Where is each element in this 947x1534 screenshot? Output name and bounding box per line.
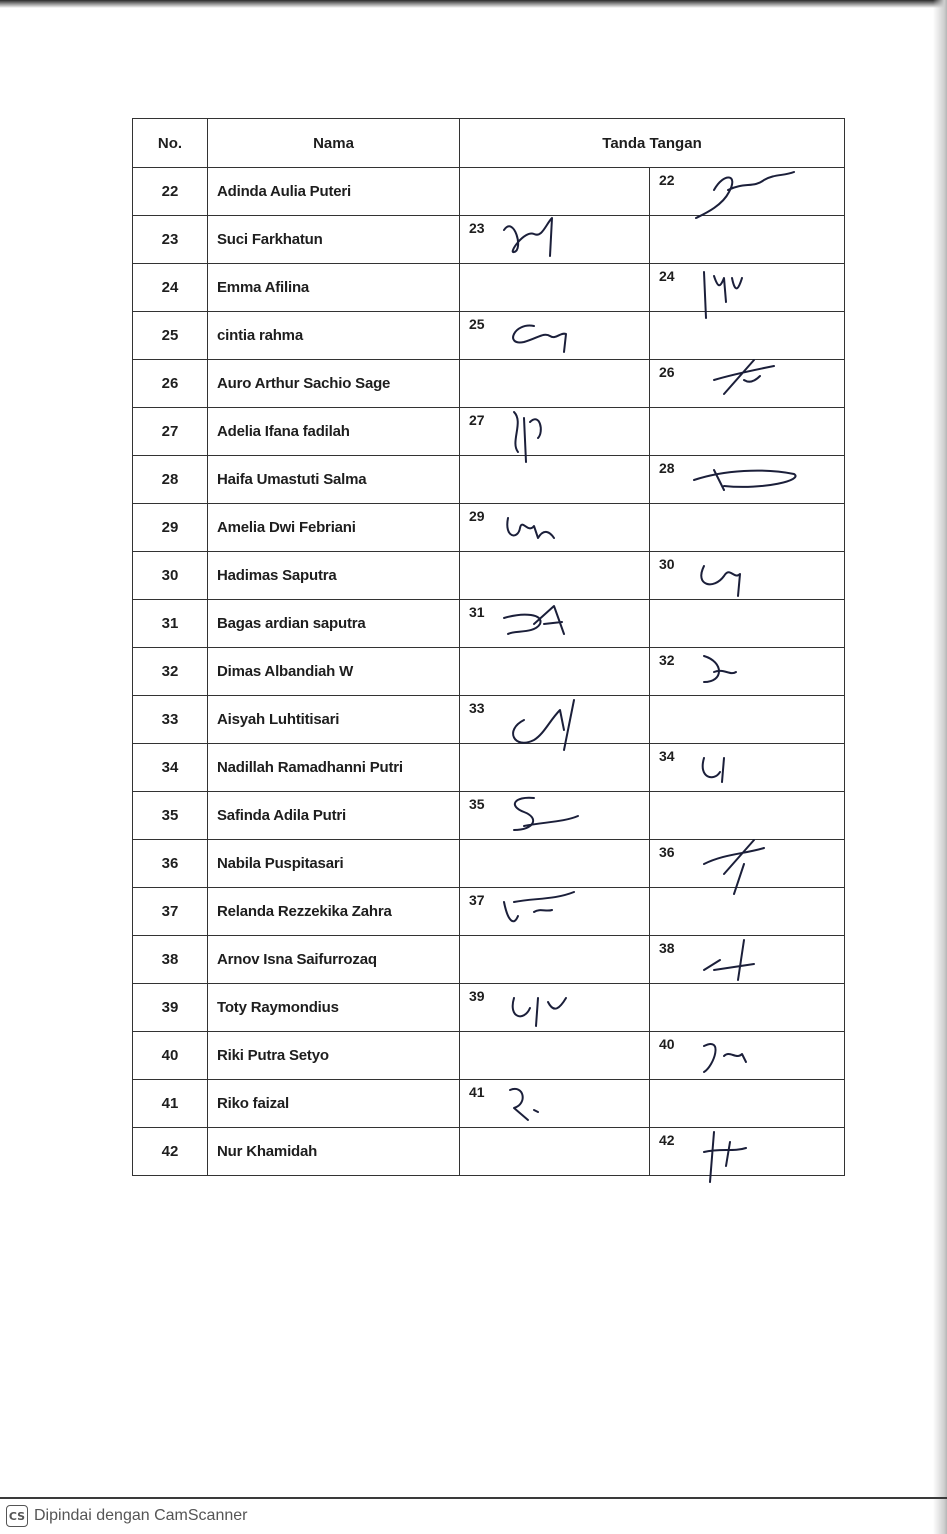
signature-cell-right (650, 648, 845, 696)
table-row (133, 1032, 845, 1080)
row-number: 35 (133, 792, 208, 840)
signature-cell-left (460, 792, 650, 840)
signature-cell-left (460, 408, 650, 456)
signature-cell-left (460, 696, 650, 744)
signature-cell-right (650, 360, 845, 408)
signature-number: 39 (469, 988, 485, 1004)
signature-number: 36 (659, 844, 675, 860)
table-row (133, 696, 845, 744)
handwritten-signature (684, 354, 804, 414)
signature-number: 41 (469, 1084, 485, 1100)
signature-cell-right (650, 216, 845, 264)
signature-number: 35 (469, 796, 485, 812)
signature-cell-right (650, 744, 845, 792)
row-number: 39 (133, 984, 208, 1032)
row-number: 23 (133, 216, 208, 264)
signature-cell-left (460, 600, 650, 648)
signature-cell-left (460, 1080, 650, 1128)
student-name: Hadimas Saputra (208, 552, 460, 600)
table-body (133, 168, 845, 1176)
row-number: 26 (133, 360, 208, 408)
handwritten-signature (494, 882, 614, 942)
signature-number: 40 (659, 1036, 675, 1052)
scan-page-edge (0, 1497, 947, 1499)
table-row (133, 312, 845, 360)
handwritten-signature (684, 162, 804, 222)
row-number: 40 (133, 1032, 208, 1080)
signature-number: 42 (659, 1132, 675, 1148)
watermark-text: Dipindai dengan CamScanner (34, 1507, 248, 1524)
table-row (133, 360, 845, 408)
signature-cell-left (460, 552, 650, 600)
handwritten-signature (494, 690, 614, 750)
handwritten-signature (684, 642, 804, 702)
student-name: Haifa Umastuti Salma (208, 456, 460, 504)
signature-cell-left (460, 648, 650, 696)
signature-cell-right (650, 456, 845, 504)
handwritten-signature (684, 738, 804, 798)
handwritten-signature (494, 594, 614, 654)
signature-cell-right (650, 888, 845, 936)
table-row (133, 408, 845, 456)
signature-cell-right (650, 408, 845, 456)
student-name: Relanda Rezzekika Zahra (208, 888, 460, 936)
table-row (133, 264, 845, 312)
student-name: cintia rahma (208, 312, 460, 360)
signature-number: 31 (469, 604, 485, 620)
signature-cell-left (460, 1128, 650, 1176)
scan-right-shadow (933, 0, 947, 1534)
scan-top-shadow (0, 0, 947, 8)
row-number: 22 (133, 168, 208, 216)
row-number: 31 (133, 600, 208, 648)
row-number: 36 (133, 840, 208, 888)
signature-cell-left (460, 312, 650, 360)
handwritten-signature (494, 402, 614, 462)
signature-number: 23 (469, 220, 485, 236)
table-row (133, 600, 845, 648)
row-number: 42 (133, 1128, 208, 1176)
table-row (133, 888, 845, 936)
table-row (133, 552, 845, 600)
attendance-table (132, 118, 845, 1176)
table-row (133, 648, 845, 696)
student-name: Nur Khamidah (208, 1128, 460, 1176)
signature-cell-right (650, 168, 845, 216)
signature-number: 32 (659, 652, 675, 668)
signature-number: 34 (659, 748, 675, 764)
signature-cell-right (650, 792, 845, 840)
signature-number: 25 (469, 316, 485, 332)
row-number: 32 (133, 648, 208, 696)
header-signature: Tanda Tangan (460, 119, 845, 168)
signature-cell-left (460, 936, 650, 984)
signature-cell-right (650, 840, 845, 888)
signature-cell-left (460, 264, 650, 312)
table-header-row (133, 119, 845, 168)
row-number: 30 (133, 552, 208, 600)
header-name: Nama (208, 119, 460, 168)
signature-cell-right (650, 504, 845, 552)
handwritten-signature (684, 258, 804, 318)
signature-number: 26 (659, 364, 675, 380)
handwritten-signature (494, 1074, 614, 1134)
signature-cell-left (460, 168, 650, 216)
signature-number: 30 (659, 556, 675, 572)
student-name: Toty Raymondius (208, 984, 460, 1032)
table-row (133, 744, 845, 792)
signature-number: 37 (469, 892, 485, 908)
signature-cell-right (650, 1080, 845, 1128)
student-name: Riki Putra Setyo (208, 1032, 460, 1080)
row-number: 37 (133, 888, 208, 936)
student-name: Safinda Adila Putri (208, 792, 460, 840)
table-row (133, 456, 845, 504)
student-name: Suci Farkhatun (208, 216, 460, 264)
signature-cell-left (460, 504, 650, 552)
signature-number: 27 (469, 412, 485, 428)
row-number: 29 (133, 504, 208, 552)
table-row (133, 1080, 845, 1128)
handwritten-signature (684, 834, 804, 894)
signature-cell-left (460, 888, 650, 936)
table-row (133, 792, 845, 840)
student-name: Adelia Ifana fadilah (208, 408, 460, 456)
handwritten-signature (684, 930, 804, 990)
row-number: 41 (133, 1080, 208, 1128)
signature-cell-right (650, 1128, 845, 1176)
row-number: 28 (133, 456, 208, 504)
handwritten-signature (494, 498, 614, 558)
table-row (133, 840, 845, 888)
signature-cell-left (460, 1032, 650, 1080)
table-row (133, 504, 845, 552)
table-row (133, 168, 845, 216)
signature-cell-left (460, 360, 650, 408)
signature-cell-right (650, 552, 845, 600)
row-number: 25 (133, 312, 208, 360)
signature-cell-right (650, 936, 845, 984)
student-name: Adinda Aulia Puteri (208, 168, 460, 216)
handwritten-signature (494, 306, 614, 366)
student-name: Nadillah Ramadhanni Putri (208, 744, 460, 792)
camscanner-logo-icon: CS (6, 1505, 28, 1527)
signature-cell-right (650, 600, 845, 648)
scanner-watermark (6, 1505, 247, 1527)
student-name: Riko faizal (208, 1080, 460, 1128)
signature-cell-right (650, 984, 845, 1032)
student-name: Arnov Isna Saifurrozaq (208, 936, 460, 984)
signature-number: 33 (469, 700, 485, 716)
table-row (133, 216, 845, 264)
row-number: 38 (133, 936, 208, 984)
row-number: 33 (133, 696, 208, 744)
table-row (133, 984, 845, 1032)
student-name: Auro Arthur Sachio Sage (208, 360, 460, 408)
handwritten-signature (494, 978, 614, 1038)
signature-cell-left (460, 456, 650, 504)
row-number: 34 (133, 744, 208, 792)
table-row (133, 1128, 845, 1176)
handwritten-signature (684, 450, 804, 510)
handwritten-signature (494, 786, 614, 846)
handwritten-signature (684, 546, 804, 606)
row-number: 27 (133, 408, 208, 456)
signature-cell-left (460, 216, 650, 264)
signature-number: 22 (659, 172, 675, 188)
signature-cell-left (460, 840, 650, 888)
student-name: Emma Afilina (208, 264, 460, 312)
header-no: No. (133, 119, 208, 168)
signature-cell-right (650, 264, 845, 312)
handwritten-signature (494, 210, 614, 270)
signature-cell-left (460, 744, 650, 792)
handwritten-signature (684, 1026, 804, 1086)
table-row (133, 936, 845, 984)
signature-cell-right (650, 696, 845, 744)
signature-cell-right (650, 1032, 845, 1080)
student-name: Amelia Dwi Febriani (208, 504, 460, 552)
signature-number: 29 (469, 508, 485, 524)
handwritten-signature (684, 1122, 804, 1182)
signature-number: 28 (659, 460, 675, 476)
signature-number: 24 (659, 268, 675, 284)
student-name: Bagas ardian saputra (208, 600, 460, 648)
student-name: Dimas Albandiah W (208, 648, 460, 696)
signature-cell-right (650, 312, 845, 360)
student-name: Aisyah Luhtitisari (208, 696, 460, 744)
row-number: 24 (133, 264, 208, 312)
signature-cell-left (460, 984, 650, 1032)
signature-number: 38 (659, 940, 675, 956)
student-name: Nabila Puspitasari (208, 840, 460, 888)
